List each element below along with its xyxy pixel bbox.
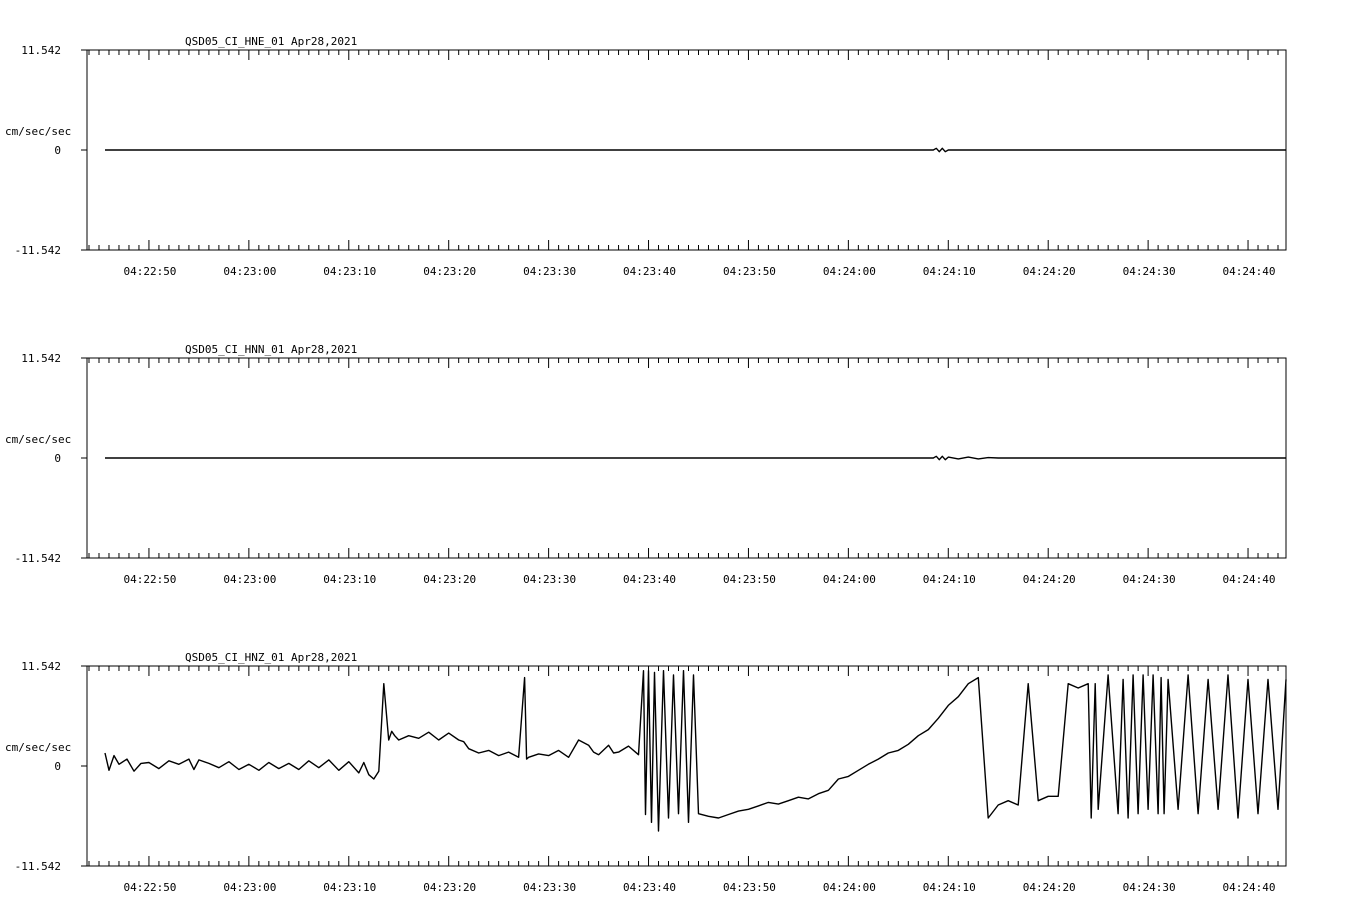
seismogram-panel xyxy=(5,651,1286,894)
y-axis-label: cm/sec/sec xyxy=(5,125,72,138)
x-tick-label: 04:23:50 xyxy=(722,881,776,894)
x-tick-label: 04:23:20 xyxy=(423,265,477,278)
y-tick-label: -11.542 xyxy=(14,552,61,565)
chart-title: QSD05_CI_HNN_01 Apr28,2021 xyxy=(185,343,358,356)
x-tick-label: 04:24:30 xyxy=(1122,881,1176,894)
x-tick-label: 04:24:10 xyxy=(922,573,976,586)
y-tick-label: -11.542 xyxy=(14,244,61,257)
x-tick-label: 04:23:40 xyxy=(623,265,677,278)
y-axis-label: cm/sec/sec xyxy=(5,433,72,446)
y-tick-label: -11.542 xyxy=(14,860,61,873)
chart-title: QSD05_CI_HNZ_01 Apr28,2021 xyxy=(185,651,358,664)
y-tick-label: 0 xyxy=(54,760,61,773)
x-tick-label: 04:23:40 xyxy=(623,881,677,894)
x-tick-label: 04:23:50 xyxy=(722,573,776,586)
x-tick-label: 04:24:30 xyxy=(1122,265,1176,278)
y-tick-label: 0 xyxy=(54,452,61,465)
x-tick-label: 04:24:40 xyxy=(1222,573,1276,586)
x-tick-label: 04:23:20 xyxy=(423,573,477,586)
x-tick-label: 04:24:10 xyxy=(922,265,976,278)
y-tick-label: 0 xyxy=(54,144,61,157)
x-tick-label: 04:23:30 xyxy=(523,573,577,586)
waveform-trace xyxy=(105,671,1286,831)
x-tick-label: 04:23:50 xyxy=(722,265,776,278)
seismogram-panel xyxy=(5,35,1286,278)
y-tick-label: 11.542 xyxy=(21,660,61,673)
x-tick-label: 04:24:00 xyxy=(822,881,876,894)
x-tick-label: 04:22:50 xyxy=(123,881,177,894)
x-tick-label: 04:23:40 xyxy=(623,573,677,586)
x-tick-label: 04:23:30 xyxy=(523,265,577,278)
x-tick-label: 04:23:30 xyxy=(523,881,577,894)
x-tick-label: 04:24:20 xyxy=(1022,881,1076,894)
x-tick-label: 04:22:50 xyxy=(123,265,177,278)
x-tick-label: 04:23:10 xyxy=(323,881,377,894)
waveform-trace xyxy=(105,456,1286,459)
x-tick-label: 04:24:20 xyxy=(1022,265,1076,278)
x-tick-label: 04:23:10 xyxy=(323,573,377,586)
x-tick-label: 04:23:10 xyxy=(323,265,377,278)
x-tick-label: 04:23:00 xyxy=(223,881,277,894)
x-tick-label: 04:24:40 xyxy=(1222,265,1276,278)
x-tick-label: 04:23:00 xyxy=(223,265,277,278)
x-tick-label: 04:24:40 xyxy=(1222,881,1276,894)
x-tick-label: 04:24:00 xyxy=(822,573,876,586)
chart-title: QSD05_CI_HNE_01 Apr28,2021 xyxy=(185,35,358,48)
seismogram-panel xyxy=(5,343,1286,586)
y-tick-label: 11.542 xyxy=(21,352,61,365)
x-tick-label: 04:24:20 xyxy=(1022,573,1076,586)
waveform-trace xyxy=(105,148,1286,151)
x-tick-label: 04:23:20 xyxy=(423,881,477,894)
x-tick-label: 04:23:00 xyxy=(223,573,277,586)
y-axis-label: cm/sec/sec xyxy=(5,741,72,754)
x-tick-label: 04:24:30 xyxy=(1122,573,1176,586)
x-tick-label: 04:22:50 xyxy=(123,573,177,586)
x-tick-label: 04:24:00 xyxy=(822,265,876,278)
y-tick-label: 11.542 xyxy=(21,44,61,57)
x-tick-label: 04:24:10 xyxy=(922,881,976,894)
